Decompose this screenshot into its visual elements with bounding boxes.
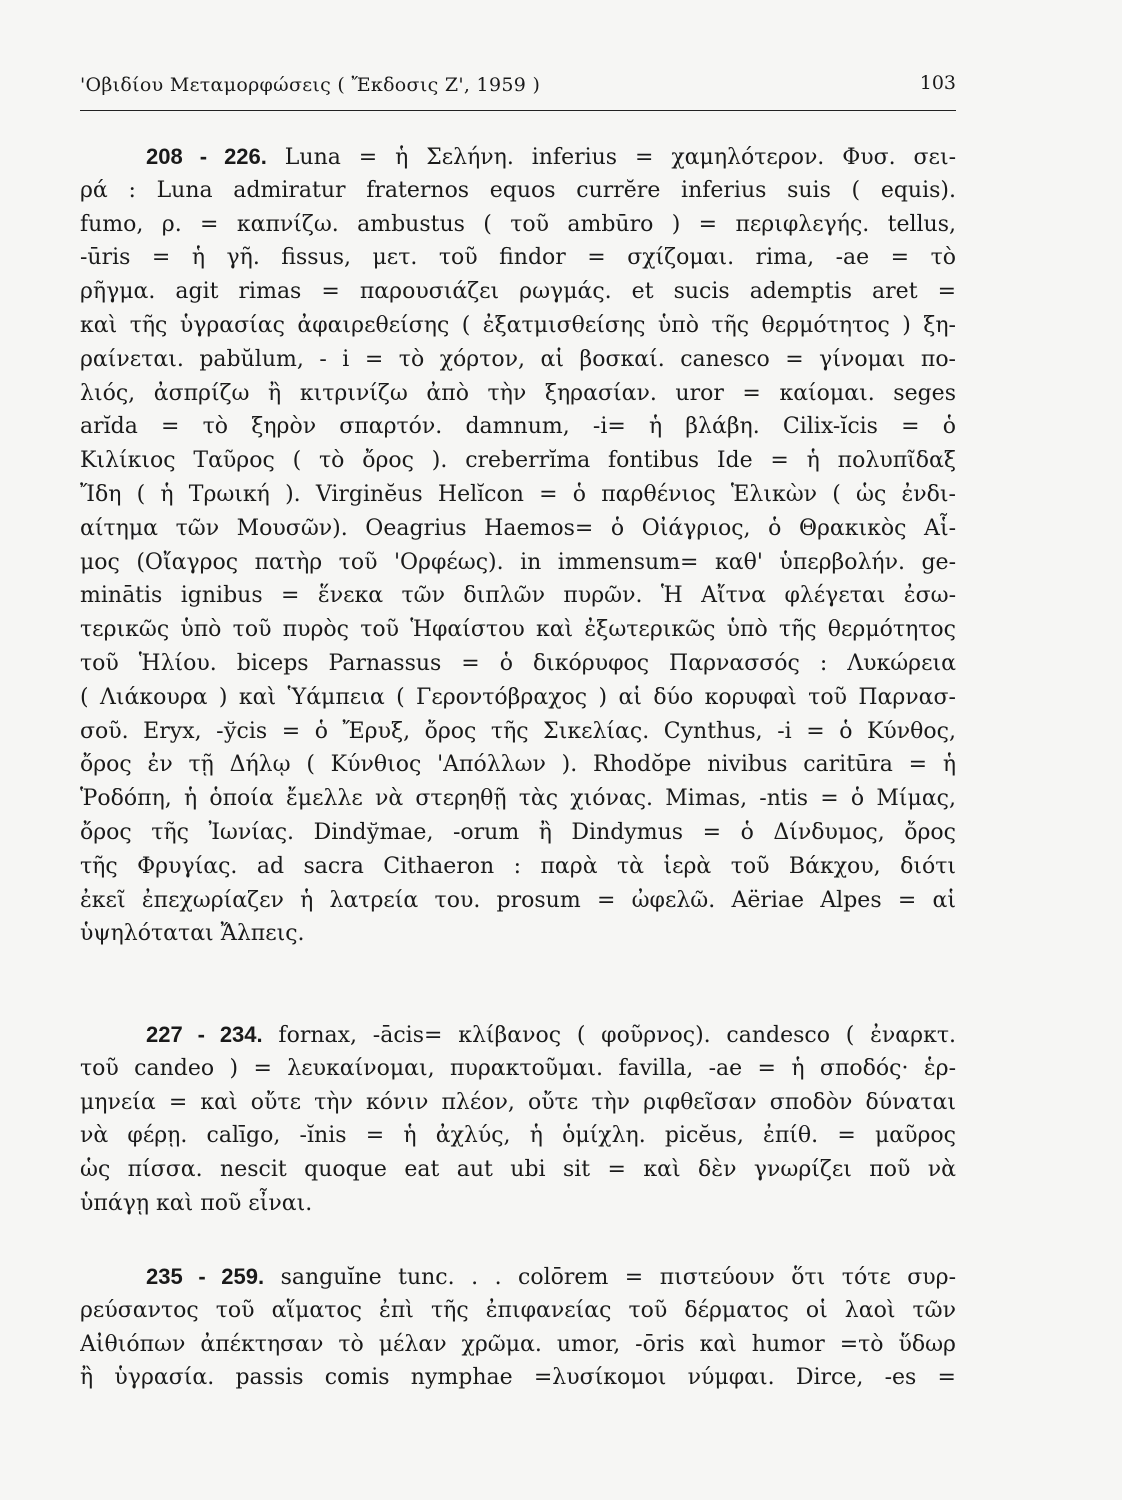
text-line: καὶ τῆς ὑγρασίας ἀφαιρεθείσης ( ἐξατμισθείσης ὑπὸ τῆς θερμότητος ) ξη- <box>80 312 956 338</box>
running-title: 'Οβιδίου Μεταμορφώσεις ( Ἔκδοσις Ζ', 1959 ) <box>80 74 541 96</box>
commentary-paragraph-235-259 <box>80 1260 956 1395</box>
text-line: 227 - 234. fornax, -ācis= κλίβανος ( φοῦρνος). candesco ( ἐναρκτ. <box>146 1022 956 1048</box>
text-line: ἐκεῖ ἐπεχωρίαζεν ἡ λατρεία του. prosum = ὠφελῶ. Aëriae Alpes = αἱ <box>80 887 956 913</box>
page-number: 103 <box>919 72 956 94</box>
text-line: fumo, ρ. = καπνίζω. ambustus ( τοῦ ambūro ) = περιφλεγής. tellus, <box>80 211 956 237</box>
verse-range: 227 - 234. <box>146 1022 263 1047</box>
text-line: 235 - 259. sanguĭne tunc. . . colōrem = πιστεύουν ὅτι τότε συρ- <box>146 1264 956 1290</box>
verse-range: 208 - 226. <box>146 144 267 169</box>
text-line: αίτημα τῶν Μουσῶν). Oeagrius Haemos= ὁ Οἰάγριος, ὁ Θρακικὸς Αἷ- <box>80 515 956 541</box>
text-line: ἢ ὑγρασία. passis comis nymphae =λυσίκομοι νύμφαι. Dirce, -es = <box>80 1365 956 1391</box>
text-line: -ūris = ἡ γῆ. fissus, μετ. τοῦ findor = σχίζομαι. rima, -ae = τὸ <box>80 245 956 271</box>
text-line: Ἴδη ( ἡ Τρωική ). Virginĕus Helĭcon = ὁ παρθένιος Ἑλικὼν ( ὡς ἐνδι- <box>80 481 956 507</box>
text-line: ὄρος ἐν τῇ Δήλῳ ( Κύνθιος 'Απόλλων ). Rhodŏpe nivibus caritūra = ἡ <box>80 752 956 778</box>
text-line: τοῦ candeo ) = λευκαίνομαι, πυρακτοῦμαι. favilla, -ae = ἡ σποδός· ἑρ- <box>80 1055 956 1081</box>
text-line: 208 - 226. Luna = ἡ Σελήνη. inferius = χαμηλότερον. Φυσ. σει- <box>146 144 956 170</box>
text-line: τῆς Φρυγίας. ad sacra Cithaeron : παρὰ τὰ ἱερὰ τοῦ Βάκχου, διότι <box>80 853 956 879</box>
text-line: ( Λιάκουρα ) καὶ Ὑάμπεια ( Γεροντόβραχος ) αἱ δύο κορυφαὶ τοῦ Παρνασ- <box>80 684 956 710</box>
text-line: ὄρος τῆς Ἰωνίας. Dindўmae, -orum ἢ Dindymus = ὁ Δίνδυμος, ὄρος <box>80 819 956 845</box>
text-line: σοῦ. Eryx, -ўcis = ὁ Ἔρυξ, ὄρος τῆς Σικελίας. Cynthus, -i = ὁ Κύνθος, <box>80 718 956 744</box>
text-line: ὑψηλόταται Ἄλπεις. <box>80 921 305 947</box>
text-line: ρῆγμα. agit rimas = παρουσιάζει ρωγμάς. et sucis ademptis aret = <box>80 279 956 305</box>
text-line: Αἰθιόπων ἀπέκτησαν τὸ μέλαν χρῶμα. umor, -ōris καὶ humor =τὸ ὕδωρ <box>80 1331 956 1357</box>
verse-range: 235 - 259. <box>146 1264 265 1289</box>
text-line: τοῦ Ἡλίου. biceps Parnassus = ὁ δικόρυφος Παρνασσός : Λυκώρεια <box>80 650 956 676</box>
page-header <box>80 62 956 111</box>
text-line: μος (Οἴαγρος πατὴρ τοῦ 'Ορφέως). in immensum= καθ' ὑπερβολήν. ge- <box>80 549 956 575</box>
text-line: arĭda = τὸ ξηρὸν σπαρτόν. damnum, -i= ἡ βλάβη. Cilix-ĭcis = ὁ <box>80 414 956 440</box>
text-line: νὰ φέρῃ. calīgo, -ĭnis = ἡ ἀχλύς, ἡ ὁμίχλη. picĕus, ἐπίθ. = μαῦρος <box>80 1123 956 1149</box>
text-line: λιός, ἀσπρίζω ἢ κιτρινίζω ἀπὸ τὴν ξηρασίαν. uror = καίομαι. seges <box>80 380 956 406</box>
text-line: ὡς πίσσα. nescit quoque eat aut ubi sit = καὶ δὲν γνωρίζει ποῦ νὰ <box>80 1157 956 1183</box>
text-line: ρά : Luna admiratur fraternos equos currĕre inferius suis ( equis). <box>80 177 956 203</box>
text-line: τερικῶς ὑπὸ τοῦ πυρὸς τοῦ Ἡφαίστου καὶ ἐξωτερικῶς ὑπὸ τῆς θερμότητος <box>80 617 956 643</box>
text-line: Ῥοδόπη, ἡ ὁποία ἔμελλε νὰ στερηθῇ τὰς χιόνας. Mimas, -ntis = ὁ Μίμας, <box>80 786 956 812</box>
text-line: ραίνεται. pabŭlum, - i = τὸ χόρτον, αἱ βοσκαί. canesco = γίνομαι πο- <box>80 346 956 372</box>
commentary-paragraph-227-234 <box>80 1018 956 1221</box>
text-line: ὑπάγῃ καὶ ποῦ εἶναι. <box>80 1190 313 1216</box>
text-line: Κιλίκιος Ταῦρος ( τὸ ὄρος ). creberrĭma fontibus Ide = ἡ πολυπῖδαξ <box>80 448 956 474</box>
text-line: minātis ignibus = ἕνεκα τῶν διπλῶν πυρῶν. Ἡ Αἴτνα φλέγεται ἐσω- <box>80 583 956 609</box>
text-line: μηνεία = καὶ οὔτε τὴν κόνιν πλέον, οὔτε τὴν ριφθεῖσαν σποδὸν δύναται <box>80 1089 956 1115</box>
text-line: ρεύσαντος τοῦ αἵματος ἐπὶ τῆς ἐπιφανείας τοῦ δέρματος οἱ λαοὶ τῶν <box>80 1297 956 1323</box>
commentary-paragraph-208-226 <box>80 140 956 951</box>
